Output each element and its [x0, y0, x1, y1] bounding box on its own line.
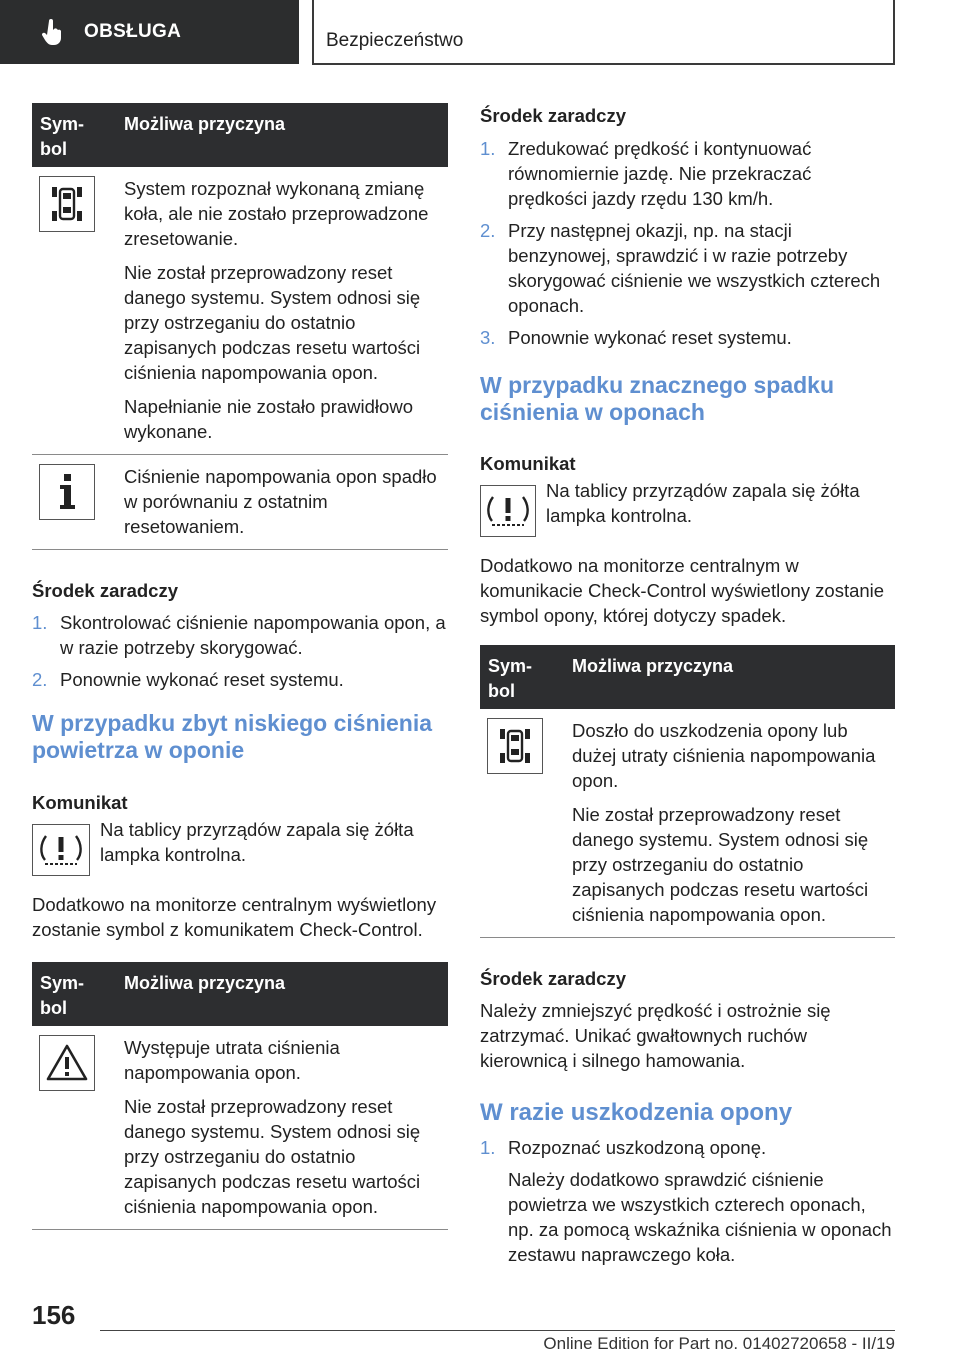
column-header-cause: Możliwa przyczyna [572, 656, 734, 676]
column-header-symbol: Sym- bol [40, 973, 85, 1018]
tire-car-icon [39, 176, 95, 232]
cause-table-2 [32, 962, 448, 1230]
cause-text: Nie został przeprowadzony reset danego systemu. System odnosi się przy ostrzeganiu do ostatnio zapisanych podczas resetu wartości ciśnienia napompowania opon. [572, 804, 869, 925]
cause-text: Występuje utrata ciśnienia napompowania opon. [124, 1037, 340, 1083]
table-header [32, 962, 448, 1026]
remedy-steps [480, 136, 895, 350]
message-block [480, 478, 895, 537]
list-item: 1. Rozpoznać uszkodzoną oponę. Należy dodatkowo sprawdzić ciśnienie powietrza we wszystkich czterech oponach, np. za pomocą wskaźnika ciśnienia w oponach zestawu naprawczego koła. [480, 1137, 892, 1265]
cause-text: Ciśnienie napompowania opon spadło w porównaniu z ostatnim resetowaniem. [124, 466, 437, 537]
damage-steps [480, 1135, 895, 1267]
tire-pressure-warning-icon [32, 824, 90, 876]
list-item: 2. Przy następnej okazji, np. na stacji benzynowej, sprawdzić i w razie potrzeby skorygować ciśnienie we wszystkich czterech oponach. [480, 220, 881, 316]
remedy-title: Środek zaradczy [32, 580, 179, 601]
body-text: Dodatkowo na monitorze centralnym wyświetlony zostanie symbol z komunikatem Check-Control. [32, 894, 437, 940]
cause-text: Nie został przeprowadzony reset danego systemu. System odnosi się przy ostrzeganiu do ostatnio zapisanych podczas resetu wartości ciśnienia napompowania opon. [124, 1096, 421, 1217]
section-heading: W przypadku znacznego spadku ciśnienia w oponach [480, 372, 834, 425]
column-header-cause: Możliwa przyczyna [124, 114, 286, 134]
section-tab [0, 0, 299, 64]
body-text: Należy zmniejszyć prędkość i ostrożnie się zatrzymać. Unikać gwałtownych ruchów kierownicą i silnego hamowania. [480, 1000, 831, 1071]
message-title: Komunikat [32, 792, 128, 813]
table-row [32, 1026, 448, 1230]
remedy-title: Środek zaradczy [480, 968, 627, 989]
remedy-title: Środek zaradczy [480, 105, 627, 126]
cause-text: Nie został przeprowadzony reset danego systemu. System odnosi się przy ostrzeganiu do ostatnio zapisanych podczas resetu wartości ciśnienia napompowania opon. [124, 262, 421, 383]
chapter-title: Bezpieczeństwo [312, 0, 895, 65]
table-header [32, 103, 448, 167]
cause-table-3 [480, 645, 895, 938]
hand-pointer-icon [42, 19, 64, 45]
tire-car-icon [487, 718, 543, 774]
message-title: Komunikat [480, 453, 576, 474]
body-text: Dodatkowo na monitorze centralnym w komunikacie Check-Control wyświetlony zostanie symbol opony, której dotyczy spadek. [480, 555, 885, 626]
section-heading: W razie uszkodzenia opony [480, 1099, 793, 1126]
edition-note: Online Edition for Part no. 01402720658 - II/19 [543, 1334, 895, 1353]
table-header [480, 645, 895, 709]
left-column [32, 103, 448, 1230]
list-item: 1. Zredukować prędkość i kontynuować równomiernie jazdę. Nie przekraczać prędkości jazdy rzędu 130 km/h. [480, 138, 812, 209]
cause-text: Doszło do uszkodzenia opony lub dużej utraty ciśnienia napompowania opon. [572, 720, 876, 791]
warning-triangle-icon [39, 1035, 95, 1091]
cause-text: Napełnianie nie zostało prawidłowo wykonane. [124, 396, 413, 442]
footer-divider [100, 1330, 895, 1331]
message-block [32, 817, 448, 876]
message-text: Na tablicy przyrządów zapala się żółta lampka kontrolna. [100, 819, 414, 865]
column-header-symbol: Sym- bol [40, 114, 85, 159]
info-icon [39, 464, 95, 520]
right-column [480, 103, 895, 1274]
cause-text: System rozpoznał wykonaną zmianę koła, ale nie zostało przeprowadzone zresetowanie. [124, 178, 429, 249]
column-header-symbol: Sym- bol [488, 656, 533, 701]
list-item: 3. Ponownie wykonać reset systemu. [480, 327, 792, 348]
table-row [32, 167, 448, 455]
column-header-cause: Możliwa przyczyna [124, 973, 286, 993]
cause-table-1 [32, 103, 448, 550]
remedy-steps [32, 610, 448, 692]
list-item: 2. Ponownie wykonać reset systemu. [32, 669, 344, 690]
list-item: 1. Skontrolować ciśnienie napompowania opon, a w razie potrzeby skorygować. [32, 612, 446, 658]
table-row [480, 709, 895, 938]
message-text: Na tablicy przyrządów zapala się żółta lampka kontrolna. [546, 480, 860, 526]
tire-pressure-warning-icon [480, 485, 536, 537]
page-number: 156 [32, 1300, 76, 1330]
section-heading: W przypadku zbyt niskiego ciśnienia powietrza w oponie [32, 710, 433, 763]
section-label: OBSŁUGA [84, 21, 182, 42]
table-row [32, 455, 448, 550]
